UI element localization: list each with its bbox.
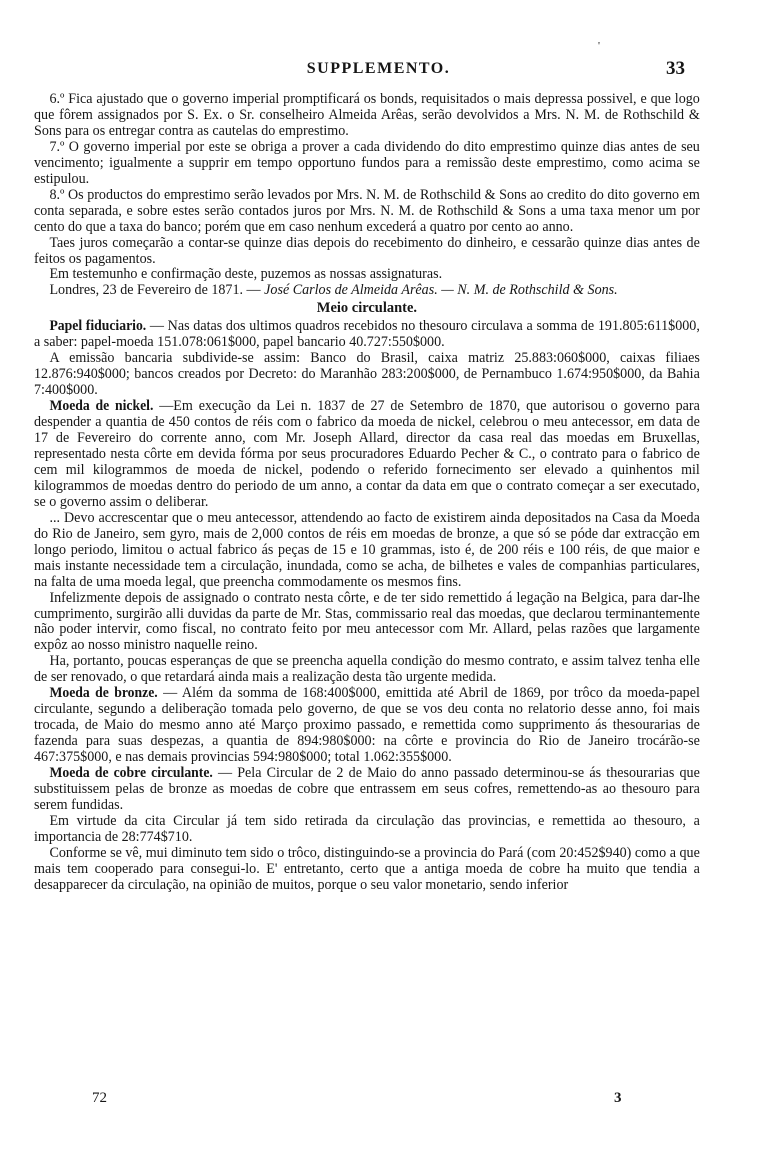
paragraph — [34, 236, 700, 268]
running-title: SUPPLEMENTO. — [306, 60, 451, 77]
paragraph-text: Em testemunho e confirmação deste, puzemos as nossas assignaturas. — [49, 266, 443, 283]
paragraph-text: Em virtude da cita Circular já tem sido retirada da circulação das provincias, e remettida ao thesouro, a importancia de 28:774$710. — [34, 812, 700, 845]
paragraph — [34, 283, 700, 299]
paragraph — [34, 267, 700, 283]
paragraph — [34, 351, 700, 399]
paragraph — [34, 92, 700, 140]
paragraph-text: Londres, 23 de Fevereiro de 1871. — — [49, 282, 261, 299]
paragraph-text: — Além da somma de 168:400$000, emittida até Abril de 1869, por trôco da moeda-papel circulante, segundo a deliberação tomada pelo governo, de que se vos deu conta no relatorio desse anno, foi mais trocada, de Maio do mesmo anno até Março proximo passado, e remettida como supprimento ás thesourarias de fazenda para suas despezas, a quantia de 894:980$000: na côrte e provincia do Rio de Janeiro trocárão-se 467:375$000, e nas demais provincias 594:980$000; total 1.062:355$000. — [34, 685, 700, 766]
paragraph-text: 7.º O governo imperial por este se obriga a prover a cada dividendo do dito emprestimo quinze dias antes de seu vencimento; igualmente a supprir em tempo opportuno fundos para a remissão deste emprestimo, como acima se estipulou. — [34, 138, 700, 187]
paragraph-text: A emissão bancaria subdivide-se assim: Banco do Brasil, caixa matriz 25.883:060$000, caixas filiaes 12.876:940$000; bancos creados por Decreto: do Maranhão 283:200$000, de Pernambuco 1.674:950$000, da Bahia 7:400$000. — [34, 350, 700, 399]
page-footer — [0, 1090, 757, 1110]
signature-mark: 72 — [92, 1090, 107, 1106]
paragraph — [34, 846, 700, 894]
paragraph — [34, 686, 700, 766]
paragraph — [34, 591, 700, 655]
paragraph-text: 8.º Os productos do emprestimo serão levados por Mrs. N. M. de Rothschild & Sons ao credito do dito governo em conta separada, e sobre estes serão contados juros por Mrs. N. M. de Rothschild & Sons a uma taxa menor um por cento do que a taxa do banco; porém que em caso nenhum excederá a quatro por cento ao anno. — [34, 186, 700, 235]
paragraph-text: ... Devo accrescentar que o meu antecessor, attendendo ao facto de existirem ainda depositados na Casa da Moeda do Rio de Janeiro, sem gyro, mais de 2,000 contos de réis em moedas de bronze, a que só se póde dar extracção em longo periodo, limitou o actual fabrico ás peças de 15 e 10 grammas, isto é, de 200 réis e 100 réis, de que maior e mais instante necessidade tem a circulação, inundada, como se acha, de bilhetes e vales de companhias particulares, na falta de uma moeda legal, que preencha commodamente os mesmos fins. — [34, 509, 700, 590]
paragraph — [34, 511, 700, 591]
paragraph-lead: Moeda de nickel. — [49, 398, 160, 415]
paragraph-text: Ha, portanto, poucas esperanças de que se preencha aquella condição do mesmo contrato, e assim talvez tenha elle de ser renovado, o que retardará ainda mais a realização desta tão urgente medida. — [34, 653, 700, 686]
gathering-mark: 3 — [614, 1090, 622, 1106]
paragraph-text: — Pela Circular de 2 de Maio do anno passado determinou-se ás thesourarias que substituissem pelas de bronze as moedas de cobre que entrassem em seus cofres, remettendo-as ao thesouro para serem fundidas. — [34, 765, 700, 813]
paragraph-text: Infelizmente depois de assignado o contrato nesta côrte, e de ter sido remettido á legação na Belgica, para dar-lhe cumprimento, surgirão alli duvidas da parte de Mr. Stas, commissario real das moedas, que declarou terminantemente não poder intervir, como fiscal, no contrato feito por meu antecessor com Mr. Allard, pelas razões que largamente expôz ao nosso ministro naquelle reino. — [34, 589, 700, 654]
paragraph — [34, 399, 700, 511]
signature: José Carlos de Almeida Arêas. — N. M. de Rothschild & Sons. — [264, 282, 618, 299]
paragraph-lead: Papel fiduciario. — [49, 318, 150, 335]
page-number: 33 — [666, 58, 685, 79]
paragraph-text: Taes juros começarão a contar-se quinze dias depois do recebimento do dinheiro, e cessarão quinze dias antes de feitos os pagamentos. — [34, 234, 700, 267]
paragraph — [34, 140, 700, 188]
paragraph-lead: Moeda de cobre circulante. — [49, 765, 218, 782]
paragraph — [34, 188, 700, 236]
body-text — [34, 92, 700, 894]
paragraph — [34, 766, 700, 814]
paragraph-text: — Nas datas dos ultimos quadros recebidos no thesouro circulava a somma de 191.805:611$000, a saber: papel-moeda 151.078:061$000, papel bancario 40.727:550$000. — [34, 318, 700, 351]
paragraph — [34, 654, 700, 686]
printer-mark: ' — [598, 40, 600, 52]
paragraph-text: 6.º Fica ajustado que o governo imperial promptificará os bonds, requisitados o mais depressa possivel, e que logo que fôrem assignados por S. Ex. o Sr. conselheiro Almeida Arêas, serão devolvidos a Mrs. N. M. de Rothschild & Sons para os entregar contra as cautelas do emprestimo. — [34, 91, 700, 139]
paragraph-text: —Em execução da Lei n. 1837 de 27 de Setembro de 1870, que autorisou o governo para despender a quantia de 450 contos de réis com o fabrico da moeda de nickel, celebrou o meu antecessor, em data de 17 de Fevereiro do corrente anno, com Mr. Joseph Allard, director da casa real das moedas em Bruxellas, representado nesta côrte em devida fórma por seus procuradores Eduardo Pecher & C., o contrato para o fabrico de cem mil kilogrammos de moeda de nickel, podendo o referido fornecimento ser elevado a quinhentos mil kilogrammos de moedas dentro do periodo de um anno, a contar da data em que o contrato começar a ser executado, se o governo assim o deliberar. — [34, 398, 700, 510]
paragraph — [34, 319, 700, 351]
paragraph-lead: Moeda de bronze. — [49, 685, 164, 702]
paragraph-text: Conforme se vê, mui diminuto tem sido o trôco, distinguindo-se a provincia do Pará (com 20:452$940) como a que mais tem cooperado para consegui-lo. E' entretanto, certo que a antiga moeda de cobre ha muito que tendia a desapparecer da circulação, na opinião de muitos, porque o seu valor monetario, sendo inferior — [34, 844, 700, 893]
section-title: Meio circulante. — [316, 300, 418, 317]
page-header — [0, 60, 757, 84]
paragraph — [34, 814, 700, 846]
